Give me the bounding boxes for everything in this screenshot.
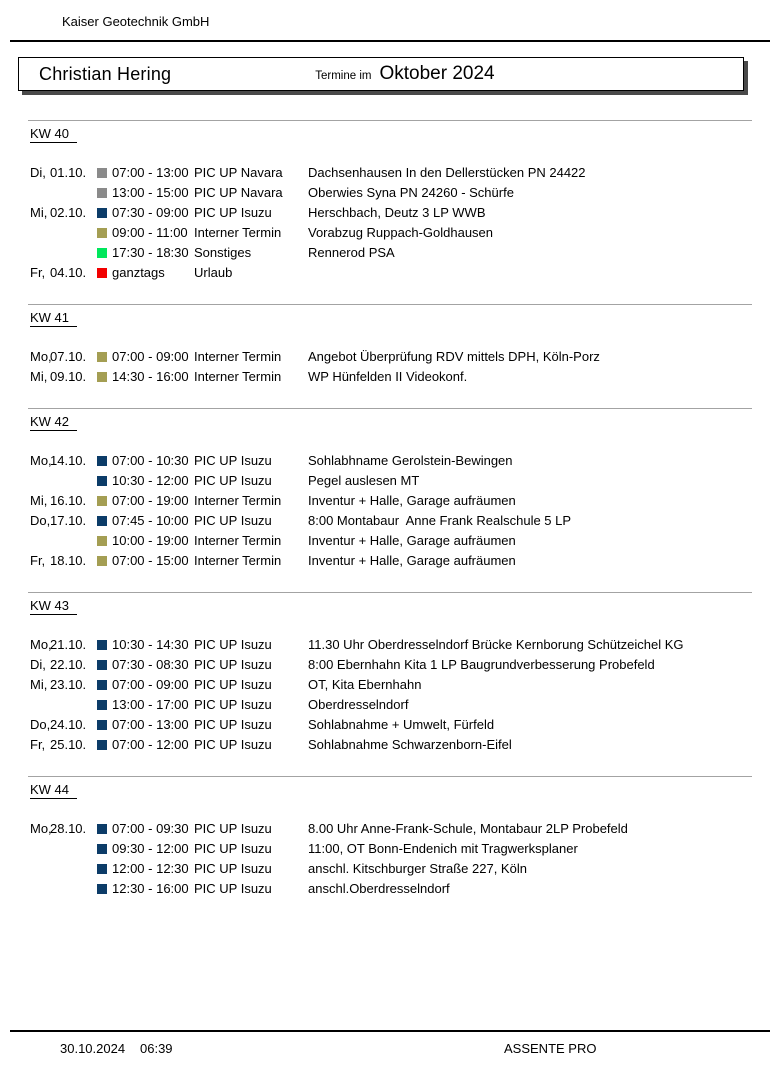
week-rows — [0, 819, 780, 899]
appointment-row — [0, 819, 780, 839]
appointment-day: Do, — [30, 513, 51, 528]
category-color-swatch — [97, 740, 107, 750]
appointment-category: PIC UP Isuzu — [194, 697, 272, 712]
appointment-date: 21.10. — [50, 637, 87, 652]
week-section — [0, 776, 780, 899]
category-color-swatch — [97, 884, 107, 894]
appointment-time: 07:30 - 08:30 — [112, 657, 189, 672]
weeks — [0, 120, 780, 920]
week-divider — [28, 120, 752, 121]
appointment-day: Mi, — [30, 369, 48, 384]
category-color-swatch — [97, 700, 107, 710]
category-color-swatch — [97, 660, 107, 670]
appointment-time: 07:00 - 09:00 — [112, 677, 189, 692]
week-section — [0, 120, 780, 283]
category-color-swatch — [97, 248, 107, 258]
appointment-text: Angebot Überprüfung RDV mittels DPH, Köln-Porz — [308, 349, 600, 364]
appointment-day: Mi, — [30, 205, 48, 220]
appointment-day: Mo, — [30, 821, 52, 836]
appointment-time: 07:30 - 09:00 — [112, 205, 189, 220]
appointment-time: 10:30 - 12:00 — [112, 473, 189, 488]
appointment-time: 07:45 - 10:00 — [112, 513, 189, 528]
appointment-day: Mo, — [30, 349, 52, 364]
week-section — [0, 592, 780, 755]
week-rows — [0, 163, 780, 283]
appointment-time: 14:30 - 16:00 — [112, 369, 189, 384]
appointment-category: PIC UP Isuzu — [194, 821, 272, 836]
appointment-category: Sonstiges — [194, 245, 252, 260]
week-divider — [28, 592, 752, 593]
category-color-swatch — [97, 536, 107, 546]
appointment-category: Urlaub — [194, 265, 233, 280]
appointment-text: OT, Kita Ebernhahn — [308, 677, 422, 692]
week-label: KW 43 — [30, 598, 77, 615]
appointment-category: PIC UP Isuzu — [194, 453, 272, 468]
category-color-swatch — [97, 208, 107, 218]
appointment-row — [0, 223, 780, 243]
appointment-category: Interner Termin — [194, 493, 282, 508]
footer-divider — [10, 1030, 770, 1032]
appointment-time: 07:00 - 09:30 — [112, 821, 189, 836]
appointment-text: Oberwies Syna PN 24260 - Schürfe — [308, 185, 514, 200]
appointment-row — [0, 531, 780, 551]
appointment-time: 07:00 - 13:00 — [112, 717, 189, 732]
header-divider — [10, 40, 770, 42]
appointment-category: PIC UP Isuzu — [194, 717, 272, 732]
category-color-swatch — [97, 680, 107, 690]
appointment-time: 12:30 - 16:00 — [112, 881, 189, 896]
appointment-text: 8.00 Uhr Anne-Frank-Schule, Montabaur 2LP Probefeld — [308, 821, 628, 836]
appointment-text: Inventur + Halle, Garage aufräumen — [308, 493, 516, 508]
appointment-date: 09.10. — [50, 369, 87, 384]
appointment-row — [0, 367, 780, 387]
appointment-date: 23.10. — [50, 677, 87, 692]
appointment-row — [0, 243, 780, 263]
appointment-time: 09:00 - 11:00 — [112, 225, 188, 240]
category-color-swatch — [97, 352, 107, 362]
appointment-row — [0, 635, 780, 655]
appointment-text: anschl. Kitschburger Straße 227, Köln — [308, 861, 527, 876]
appointment-day: Di, — [30, 165, 46, 180]
category-color-swatch — [97, 188, 107, 198]
appointment-row — [0, 471, 780, 491]
appointment-category: PIC UP Isuzu — [194, 205, 272, 220]
week-rows — [0, 635, 780, 755]
appointment-date: 01.10. — [50, 165, 87, 180]
week-section — [0, 408, 780, 571]
appointment-date: 17.10. — [50, 513, 87, 528]
appointment-text: Sohlabnahme Schwarzenborn-Eifel — [308, 737, 512, 752]
category-color-swatch — [97, 476, 107, 486]
appointment-text: Dachsenhausen In den Dellerstücken PN 24422 — [308, 165, 586, 180]
appointment-category: PIC UP Isuzu — [194, 841, 272, 856]
appointment-time: 10:00 - 19:00 — [112, 533, 189, 548]
appointment-day: Mo, — [30, 637, 52, 652]
footer-print-time: 06:39 — [140, 1041, 173, 1056]
appointment-row — [0, 263, 780, 283]
category-color-swatch — [97, 456, 107, 466]
appointment-day: Mo, — [30, 453, 52, 468]
appointment-category: PIC UP Isuzu — [194, 677, 272, 692]
appointment-category: Interner Termin — [194, 533, 282, 548]
appointment-category: PIC UP Navara — [194, 165, 283, 180]
appointment-row — [0, 675, 780, 695]
appointment-time: 07:00 - 13:00 — [112, 165, 189, 180]
appointment-text: Rennerod PSA — [308, 245, 395, 260]
appointment-time: 13:00 - 17:00 — [112, 697, 189, 712]
title-month: Oktober 2024 — [379, 63, 495, 84]
appointment-day: Mi, — [30, 677, 48, 692]
appointment-row — [0, 655, 780, 675]
appointment-date: 18.10. — [50, 553, 87, 568]
week-label: KW 44 — [30, 782, 77, 799]
appointment-category: Interner Termin — [194, 369, 282, 384]
appointment-text: 11:00, OT Bonn-Endenich mit Tragwerksplaner — [308, 841, 578, 856]
appointment-date: 22.10. — [50, 657, 87, 672]
appointment-category: PIC UP Navara — [194, 185, 283, 200]
category-color-swatch — [97, 168, 107, 178]
appointment-time: 12:00 - 12:30 — [112, 861, 189, 876]
appointment-day: Fr, — [30, 553, 46, 568]
title-prefix: Termine im — [315, 70, 372, 82]
week-label: KW 41 — [30, 310, 77, 327]
appointment-day: Do, — [30, 717, 51, 732]
appointment-day: Fr, — [30, 737, 46, 752]
appointment-category: PIC UP Isuzu — [194, 473, 272, 488]
appointment-row — [0, 451, 780, 471]
appointment-category: PIC UP Isuzu — [194, 513, 272, 528]
appointment-day: Di, — [30, 657, 46, 672]
week-label: KW 40 — [30, 126, 77, 143]
appointment-day: Mi, — [30, 493, 48, 508]
appointment-text: Herschbach, Deutz 3 LP WWB — [308, 205, 486, 220]
appointment-time: 10:30 - 14:30 — [112, 637, 189, 652]
appointment-date: 02.10. — [50, 205, 87, 220]
appointment-time: 07:00 - 19:00 — [112, 493, 189, 508]
appointment-time: 07:00 - 12:00 — [112, 737, 189, 752]
appointment-category: PIC UP Isuzu — [194, 637, 272, 652]
appointment-category: PIC UP Isuzu — [194, 861, 272, 876]
appointment-date: 16.10. — [50, 493, 87, 508]
appointment-text: Sohlabhname Gerolstein-Bewingen — [308, 453, 513, 468]
week-divider — [28, 304, 752, 305]
appointment-time: 13:00 - 15:00 — [112, 185, 189, 200]
appointment-row — [0, 715, 780, 735]
appointment-row — [0, 551, 780, 571]
category-color-swatch — [97, 844, 107, 854]
appointment-text: Inventur + Halle, Garage aufräumen — [308, 533, 516, 548]
person-name: Christian Hering — [39, 64, 172, 84]
appointment-category: Interner Termin — [194, 225, 282, 240]
report-title-box — [18, 57, 744, 91]
category-color-swatch — [97, 516, 107, 526]
company-name: Kaiser Geotechnik GmbH — [62, 14, 210, 29]
appointment-text: Vorabzug Ruppach-Goldhausen — [308, 225, 494, 240]
appointment-category: PIC UP Isuzu — [194, 657, 272, 672]
category-color-swatch — [97, 640, 107, 650]
appointment-row — [0, 839, 780, 859]
appointment-text: Pegel auslesen MT — [308, 473, 420, 488]
appointment-row — [0, 163, 780, 183]
appointment-date: 25.10. — [50, 737, 87, 752]
appointment-day: Fr, — [30, 265, 46, 280]
appointment-text: WP Hünfelden II Videokonf. — [308, 369, 468, 384]
footer-app-name: ASSENTE PRO — [504, 1041, 597, 1056]
appointment-text: anschl.Oberdresselndorf — [308, 881, 450, 896]
week-rows — [0, 451, 780, 571]
appointment-category: Interner Termin — [194, 349, 282, 364]
appointment-text: Oberdresselndorf — [308, 697, 409, 712]
category-color-swatch — [97, 228, 107, 238]
appointment-time: 09:30 - 12:00 — [112, 841, 189, 856]
appointment-date: 24.10. — [50, 717, 87, 732]
appointment-time: 17:30 - 18:30 — [112, 245, 189, 260]
footer-print-date: 30.10.2024 — [60, 1041, 126, 1056]
appointment-date: 04.10. — [50, 265, 87, 280]
appointment-time: 07:00 - 09:00 — [112, 349, 189, 364]
appointment-category: PIC UP Isuzu — [194, 881, 272, 896]
week-section — [0, 304, 780, 387]
week-rows — [0, 347, 780, 387]
appointment-date: 28.10. — [50, 821, 87, 836]
appointment-category: Interner Termin — [194, 553, 282, 568]
appointment-text: Inventur + Halle, Garage aufräumen — [308, 553, 516, 568]
appointment-date: 07.10. — [50, 349, 87, 364]
appointment-time: 07:00 - 10:30 — [112, 453, 189, 468]
category-color-swatch — [97, 556, 107, 566]
appointment-row — [0, 879, 780, 899]
appointment-row — [0, 695, 780, 715]
category-color-swatch — [97, 268, 107, 278]
appointment-text: 11.30 Uhr Oberdresselndorf Brücke Kernborung Schützeichel KG — [308, 637, 684, 652]
category-color-swatch — [97, 864, 107, 874]
appointment-category: PIC UP Isuzu — [194, 737, 272, 752]
appointment-text: 8:00 Ebernhahn Kita 1 LP Baugrundverbesserung Probefeld — [308, 657, 655, 672]
appointment-text: Sohlabnahme + Umwelt, Fürfeld — [308, 717, 495, 732]
appointment-row — [0, 491, 780, 511]
week-divider — [28, 408, 752, 409]
appointment-row — [0, 203, 780, 223]
week-divider — [28, 776, 752, 777]
appointment-time: ganztags — [112, 265, 165, 280]
category-color-swatch — [97, 372, 107, 382]
appointment-time: 07:00 - 15:00 — [112, 553, 189, 568]
category-color-swatch — [97, 824, 107, 834]
category-color-swatch — [97, 496, 107, 506]
appointment-row — [0, 735, 780, 755]
appointment-date: 14.10. — [50, 453, 87, 468]
appointment-text: 8:00 Montabaur Anne Frank Realschule 5 LP — [308, 513, 572, 528]
week-label: KW 42 — [30, 414, 77, 431]
category-color-swatch — [97, 720, 107, 730]
appointment-row — [0, 347, 780, 367]
appointment-row — [0, 859, 780, 879]
appointment-row — [0, 511, 780, 531]
appointment-row — [0, 183, 780, 203]
